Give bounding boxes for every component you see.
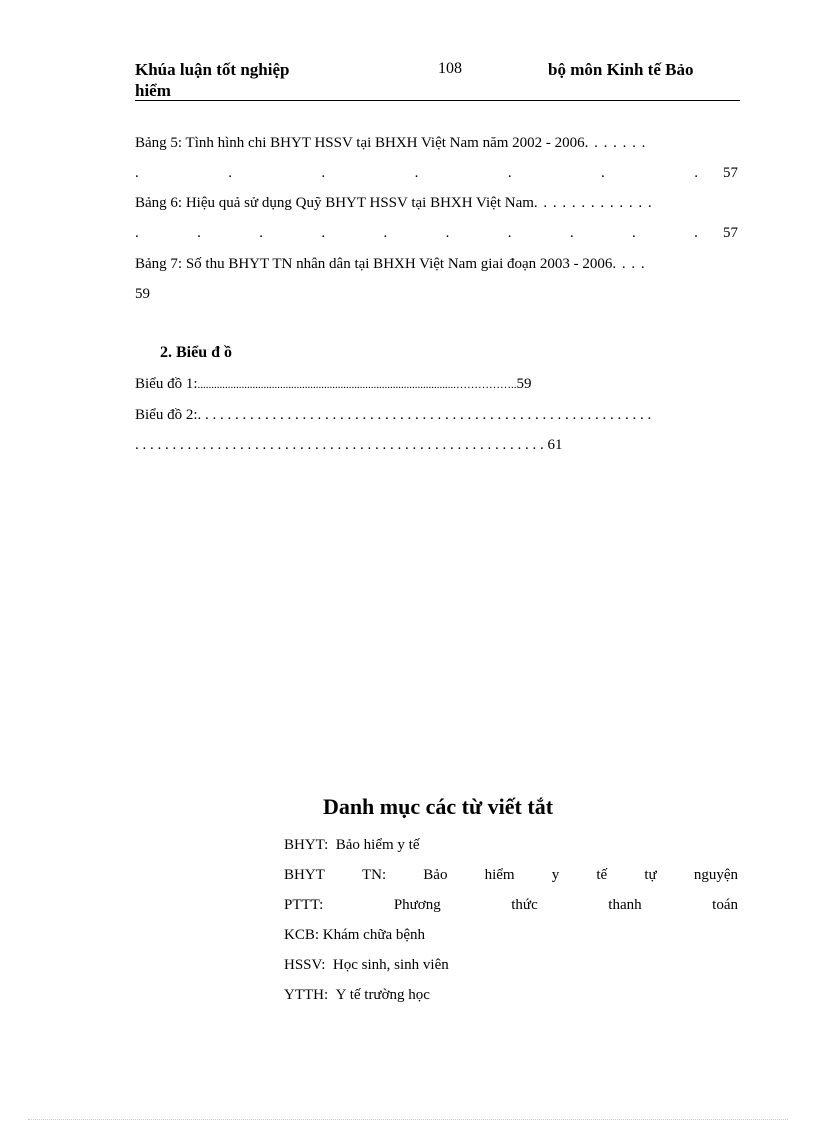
abbreviation-definition-word: thanh — [608, 897, 642, 913]
header-left-title: Khúa luận tốt nghiệp — [135, 60, 290, 79]
toc-entry-text: Bảng 5: Tình hình chi BHYT HSSV tại BHXH Việt Nam năm 2002 - 2006 — [135, 135, 585, 151]
abbreviation-definition-word: tự — [644, 867, 657, 883]
abbreviation-definition-word: tế — [596, 867, 608, 883]
toc-page-number: 57 — [723, 165, 738, 181]
abbreviation-term: HSSV: — [284, 957, 326, 973]
abbreviation-item — [284, 835, 738, 855]
abbreviation-definition-word: y — [551, 867, 560, 883]
toc-leader: . . . . . . . . . . . . . . . . . . . . . . . . . . . . . . . . . . . . . . . . . . . . . . . . . . . . . . . — [135, 437, 544, 453]
abbreviation-definition-word: Bảo — [423, 867, 448, 883]
toc-entry-chart-1 — [135, 374, 735, 394]
toc-leader-dots: . . . . . . . — [135, 165, 698, 181]
toc-leader: . . . . — [612, 256, 646, 272]
toc-page-number: 59 — [135, 286, 150, 302]
toc-entry-text: Bảng 7: Số thu BHYT TN nhân dân tại BHXH Việt Nam giai đoạn 2003 - 2006 — [135, 256, 613, 272]
toc-entry-continuation — [135, 284, 738, 304]
abbreviation-term: TN: — [361, 867, 387, 883]
abbreviation-definition-word: Phương — [393, 897, 441, 913]
abbreviation-definition-word: toán — [712, 897, 738, 913]
toc-entry-continuation — [135, 163, 738, 183]
abbreviation-item — [284, 865, 738, 885]
page-bottom-edge — [28, 1119, 788, 1120]
toc-entry-table-5 — [135, 133, 738, 153]
abbreviations-title: Danh mục các từ viết tắt — [322, 794, 554, 819]
toc-leader: ..............................................................................................…………….. — [197, 379, 517, 391]
toc-leader: . . . . . . . . . . . . . . . . . . . . . . . . . . . . . . . . . . . . . . . . . . . . . . . . . . . . . . . . . . . . . — [197, 407, 652, 423]
toc-leader: . . . . . . . — [584, 135, 647, 151]
abbreviation-term: YTTH: — [284, 987, 329, 1003]
abbreviation-term: KCB: — [284, 927, 320, 943]
abbreviation-definition: Khám chữa bệnh — [322, 927, 426, 943]
abbreviation-item — [284, 955, 738, 975]
header-right-title: bộ môn Kinh tế Bảo — [548, 60, 694, 79]
abbreviation-item — [284, 985, 738, 1005]
abbreviation-definition: Y tế trường học — [335, 987, 430, 1003]
abbreviation-definition: Học sinh, sinh viên — [332, 957, 449, 973]
toc-leader-dots: . . . . . . . . . . — [135, 225, 698, 241]
section-heading-charts: 2. Biểu đ ồ — [160, 344, 233, 361]
toc-page-number: 59 — [516, 376, 532, 392]
abbreviation-item — [284, 895, 738, 915]
toc-entry-text: Biểu đồ 2: — [135, 407, 198, 423]
toc-entry-text: Biểu đồ 1: — [135, 376, 198, 392]
toc-page-number: 61 — [547, 437, 563, 453]
abbreviation-term: BHYT: — [284, 837, 329, 853]
toc-entry-continuation — [135, 223, 738, 243]
toc-entry-table-7 — [135, 254, 738, 274]
toc-page-number: 57 — [723, 225, 738, 241]
abbreviation-definition-word: hiểm — [484, 867, 515, 883]
toc-leader: . . . . . . . . . . . . . — [533, 195, 653, 211]
header-left-title-continued: hiểm — [135, 81, 171, 100]
abbreviation-term: PTTT: — [284, 897, 324, 913]
abbreviation-item — [284, 925, 738, 945]
abbreviation-definition-word: thức — [511, 897, 538, 913]
header-divider — [135, 100, 740, 101]
page-number: 108 — [438, 60, 462, 77]
toc-entry-table-6 — [135, 193, 738, 213]
toc-entry-chart-2 — [135, 405, 735, 425]
abbreviation-definition-word: nguyện — [693, 867, 738, 883]
abbreviation-term: BHYT — [284, 867, 325, 883]
toc-entry-continuation — [135, 435, 735, 455]
abbreviation-definition: Bảo hiểm y tế — [335, 837, 420, 853]
toc-entry-text: Bảng 6: Hiệu quả sử dụng Quỹ BHYT HSSV tại BHXH Việt Nam — [135, 195, 534, 211]
